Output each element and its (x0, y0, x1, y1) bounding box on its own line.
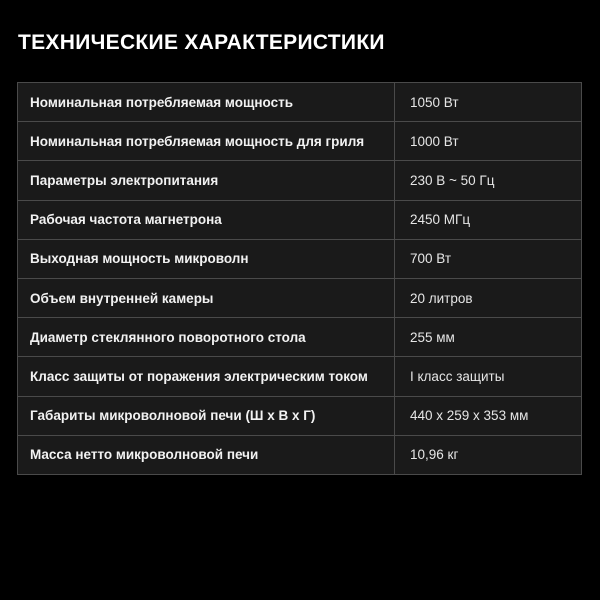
spec-label: Выходная мощность микроволн (18, 239, 395, 278)
spec-label: Объем внутренней камеры (18, 278, 395, 317)
spec-label: Масса нетто микроволновой печи (18, 435, 395, 474)
table-row (18, 200, 582, 239)
spec-label: Рабочая частота магнетрона (18, 200, 395, 239)
table-row (18, 318, 582, 357)
specs-table (17, 82, 582, 475)
table-row (18, 278, 582, 317)
spec-label: Габариты микроволновой печи (Ш х В х Г) (18, 396, 395, 435)
spec-value: 1000 Вт (395, 122, 582, 161)
spec-value: 2450 МГц (395, 200, 582, 239)
table-row (18, 357, 582, 396)
spec-value: 20 литров (395, 278, 582, 317)
table-row (18, 83, 582, 122)
spec-value: 10,96 кг (395, 435, 582, 474)
spec-value: I класс защиты (395, 357, 582, 396)
table-row (18, 396, 582, 435)
spec-value: 440 х 259 х 353 мм (395, 396, 582, 435)
spec-value: 230 В ~ 50 Гц (395, 161, 582, 200)
spec-label: Номинальная потребляемая мощность для гриля (18, 122, 395, 161)
spec-value: 1050 Вт (395, 83, 582, 122)
table-row (18, 435, 582, 474)
spec-value: 255 мм (395, 318, 582, 357)
table-row (18, 161, 582, 200)
spec-label: Диаметр стеклянного поворотного стола (18, 318, 395, 357)
page-title: ТЕХНИЧЕСКИЕ ХАРАКТЕРИСТИКИ (18, 31, 385, 54)
spec-label: Номинальная потребляемая мощность (18, 83, 395, 122)
table-row (18, 239, 582, 278)
spec-label: Класс защиты от поражения электрическим током (18, 357, 395, 396)
spec-value: 700 Вт (395, 239, 582, 278)
spec-label: Параметры электропитания (18, 161, 395, 200)
table-row (18, 122, 582, 161)
